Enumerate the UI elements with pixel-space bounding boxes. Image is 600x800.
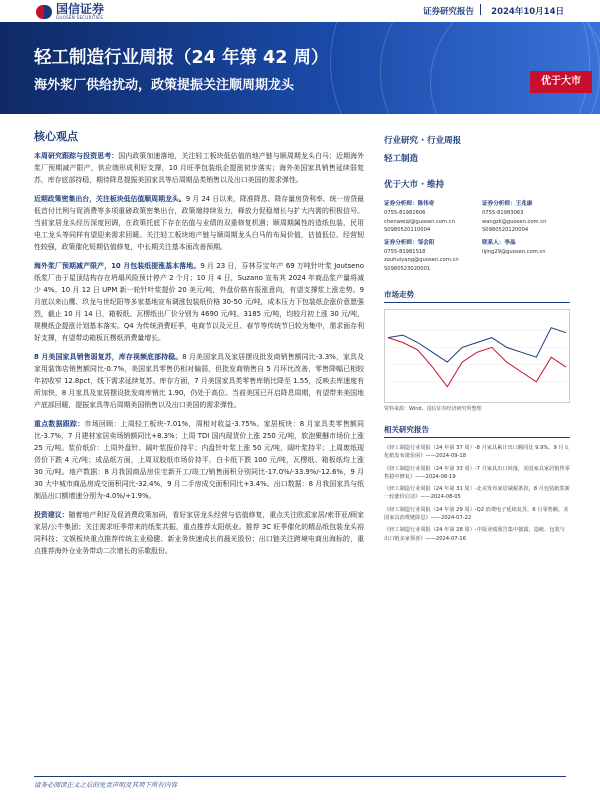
industry-label: 轻工制造 [384, 154, 419, 164]
paragraph-body: 9 月 24 日以来，降准降息、降存量房贷利率、统一房贷最低首付比例与促消费等多项重磅政策密集出台，政策端持续发力，释放力促稳增长与扩大内需的积极信号。当前家居龙头经历深度回调，在政策托底下存在估值与业绩的双重修复机遇；顺周期属性的造纸包装、民用电工龙头等同样有望迎来需求回暖。关注轻工板块地产链与顺周期龙头白马的布局价值，估值低位、经营韧性较强，政策催化短期估值修复，中长期关注基本面改善预期。 [34, 195, 364, 251]
related-reports-title: 相关研究报告 [384, 424, 570, 438]
related-report-title: 《轻工制造行业周报（24 年第 33 周）-7 月家具出口回落，美国家具家居销售零售稳中修复》 [384, 465, 570, 480]
top-bar [0, 0, 600, 22]
paragraph-body: 随着地产利好及促消费政策加码，看好家居龙头经营与估值修复，重点关注欧派家居/索菲亚/顾家家居/公牛集团；关注需求旺季带来的纸浆共振，重点推荐太阳纸业。推荐 3C 旺季催化的精品纸包装龙头裕同科技；文娱板块重点推荐传统主业稳健、新业务快速成长的晨光股份；出口链关注跨境电商出海标的，重点推荐海外仓业务带动二次增长的乐歌股份。 [34, 511, 364, 555]
related-report[interactable] [384, 506, 570, 523]
report-title: 轻工制造行业周报（24 年第 42 周） [34, 48, 329, 68]
paragraph-body: 9 月 23 日，芬林芬宝年产 69 万吨针叶浆 Joutseno 纸浆厂由于屋顶结构存在坍塌风险预计停产 2 个月；10 月 4 日，Suzano 宣布其 2024 年商品浆产量将减少 4%。10 月 12 日 UPM 新一轮针叶浆提价 20 美元/吨，外盘价格有报涨意向，有望支撑浆上涨走势。9 月底以来山鹰、玖龙与世纪阳等多家基地宣布调涨包装纸价格 30-50 元/吨，成本压力下包装纸企涨价意愿强烈，截止 10 月 14 日，箱板纸、瓦楞纸出厂价分别为 4690 元/吨、3185 元/吨，均较月初上涨 30 元/吨，规模纸企提涨计划基本落实。Q4 为传统消费旺季，电商节以及元旦、春节等传统节日较为集中，需求面存利好支撑，有望带动箱板瓦楞纸消费量增长。 [34, 262, 364, 342]
related-report[interactable] [384, 444, 570, 461]
related-report-title: 《轻工制造行业周报（24 年第 31 周）-北美发布家居减税条款，8 月包装纸浆新一轮涨价启动》 [384, 486, 570, 501]
analyst-phone: 0755-81982606 [384, 210, 426, 216]
paragraph-body: 国内政策加速落地，关注轻工板块低估值的地产链与顺周期龙头白马；近期海外浆厂预期减产限产，供应端形成利好支撑，10 月旺季包装纸企提涨初步落实；海外美国家具销售延续弱复苏，库存底部持稳，期待降息提振美国家具等后周期品类销售以及出口美国的需求弹性。 [34, 152, 365, 184]
paragraph [34, 260, 364, 344]
header-divider [480, 4, 481, 15]
report-type: 证券研究报告 [422, 7, 474, 17]
analyst-email[interactable]: lijing29@guosen.com.cn [482, 248, 546, 255]
related-report-title: 《轻工制造行业周报（24 年第 37 周）-8 月家具累计出口额同比 9.9%，9 月文化纸发布涨价函》 [384, 445, 569, 460]
industry-research-label: 行业研究 · 行业周报 [384, 136, 462, 146]
analyst-license: S0980520110004 [384, 227, 431, 233]
related-report-title: 《轻工制造行业周报（24 年第 29 周）-Q2 消费电子延续复苏，6 月零售额，美国家具消费链降息》 [384, 506, 569, 522]
paragraph-lead: 海外浆厂预期减产限产，10 月包装纸提涨基本落地。 [34, 262, 201, 270]
related-report-date: ——2024-08-05 [420, 494, 461, 501]
analyst-card [384, 239, 482, 274]
paragraph-body: 8 月美国家具及家居摆设批发商销售额同比-3.3%，家具及家用装饰店销售额同比-0.7%，美国家具零售仍相对偏弱，但批发商销售自 5 月环比改善，零售降幅已相较年初收窄 12.8pct，线下需求延续复苏。库存方面，7 月美国家具类零售库销比降至 1.55，反映去库速度有所加快，8 月家具及家居摆设批发商库销比 1.90，仍处于高位。当前美国已开启降息周期，有望带来美国地产底部回暖，提振家具等后周期美国销售以及出口美国的需求弹性。 [34, 353, 364, 409]
footer-disclaimer: 请务必阅读正文之后的免责声明及其项下所有内容 [34, 781, 177, 789]
analyst-email[interactable]: zouhuiyang@guosen.com.cn [384, 257, 459, 263]
footer-divider [34, 776, 566, 777]
related-report[interactable] [384, 465, 570, 482]
analyst-name: 证券分析师：陈伟奇 [384, 201, 435, 207]
chart-frame [385, 310, 570, 403]
analyst-phone: 0755-81983063 [482, 210, 524, 216]
paragraph-lead: 本周研究跟踪与投资思考： [34, 152, 119, 160]
analyst-name: 证券分析师：王兆康 [482, 201, 533, 207]
related-report-date: ——2024-07-16 [425, 535, 467, 542]
analyst-license: S0980520120004 [482, 227, 529, 233]
logo-sub: GUOSEN SECURITIES [56, 15, 104, 20]
analyst-license: S0980523020001 [384, 265, 431, 272]
paragraph-body: 市场回顾：上周轻工板块-7.01%，周相对收益-3.75%。家居板块：8 月家具类零售额同比-3.7%，7 月建材家居卖场销额同比+8.3%；上周 TDI 国内现货价上涨 250 元/吨，软泡聚醚市场价上涨 25 元/吨。浆价纸价：上周外盘针、阔叶浆报价持平；内盘针叶浆上涨 50 元/吨，阔叶浆持平；上周废纸现货价下跌 4 元/吨；成品纸方面，上周双胶纸市场价持平，白卡纸下跌 100 元/吨，瓦楞纸、箱板纸均上涨 30 元/吨。地产数据：8 月我国商品房住宅新开工/竣工/销售面积分别同比-17.0%/-33.9%/-12.6%，9 月 30 大中城市商品房成交面积同比-32.4%，9 月二手房成交面积同比+3.4%。出口数据：8 月我国家具与纸制品出口额增速分别为-4.0%/+1.9%。 [34, 420, 365, 500]
paragraph-lead: 投资建议： [34, 511, 69, 519]
chart-source: 资料来源：Wind、国信证券经济研究所整理 [384, 406, 482, 412]
logo-text: 国信证券 [56, 2, 105, 16]
related-report-title: 《轻工制造行业周报（24 年第 28 周）-中报业绩预告集中披露，造纸、包装与出口链多家预喜》 [384, 527, 565, 542]
brand-logo [36, 3, 104, 20]
title-banner [0, 22, 600, 114]
chart-svg [384, 309, 570, 403]
paragraph-lead: 重点数据跟踪： [34, 420, 85, 428]
section-title: 核心观点 [34, 130, 78, 143]
decor-ring [430, 22, 600, 114]
market-trend-title: 市场走势 [384, 289, 570, 303]
report-subtitle: 海外浆厂供给扰动，政策提振关注顺周期龙头 [34, 78, 295, 93]
related-report[interactable] [384, 485, 570, 502]
analyst-name: 联系人：李晶 [482, 239, 516, 246]
analyst-list [384, 200, 570, 277]
related-report[interactable] [384, 526, 570, 543]
analyst-card [384, 200, 482, 235]
sidebar [384, 134, 570, 547]
paragraph [34, 418, 364, 502]
analyst-name: 证券分析师：邹会阳 [384, 239, 435, 246]
analyst-card [482, 239, 570, 274]
related-report-date: ——2024-07-22 [430, 515, 472, 522]
paragraph-lead: 近期政策密集出台，关注板块低估值顺周期龙头。 [34, 195, 186, 203]
paragraph-lead: 8 月美国家具销售弱复苏，库存视频底部持稳。 [34, 353, 183, 361]
rating-badge: 优于大市 [530, 71, 592, 93]
paragraph [34, 193, 364, 253]
logo-mark-icon [36, 5, 52, 19]
paragraph [34, 351, 364, 411]
analyst-card [482, 200, 570, 235]
analyst-email[interactable]: wangzk@guosen.com.cn [482, 218, 547, 225]
analyst-phone: 0755-81981518 [384, 248, 426, 255]
paragraph [34, 150, 364, 186]
core-views [34, 128, 364, 564]
market-trend-chart [384, 309, 570, 403]
rating-line: 优于大市 · 维持 [384, 180, 445, 190]
related-report-date: ——2024-08-19 [415, 473, 456, 480]
related-report-date: ——2024-09-18 [425, 453, 467, 460]
report-date: 2024年10月14日 [491, 7, 564, 17]
paragraph [34, 509, 364, 557]
analyst-email[interactable]: chenweiqi@guosen.com.cn [384, 218, 455, 225]
